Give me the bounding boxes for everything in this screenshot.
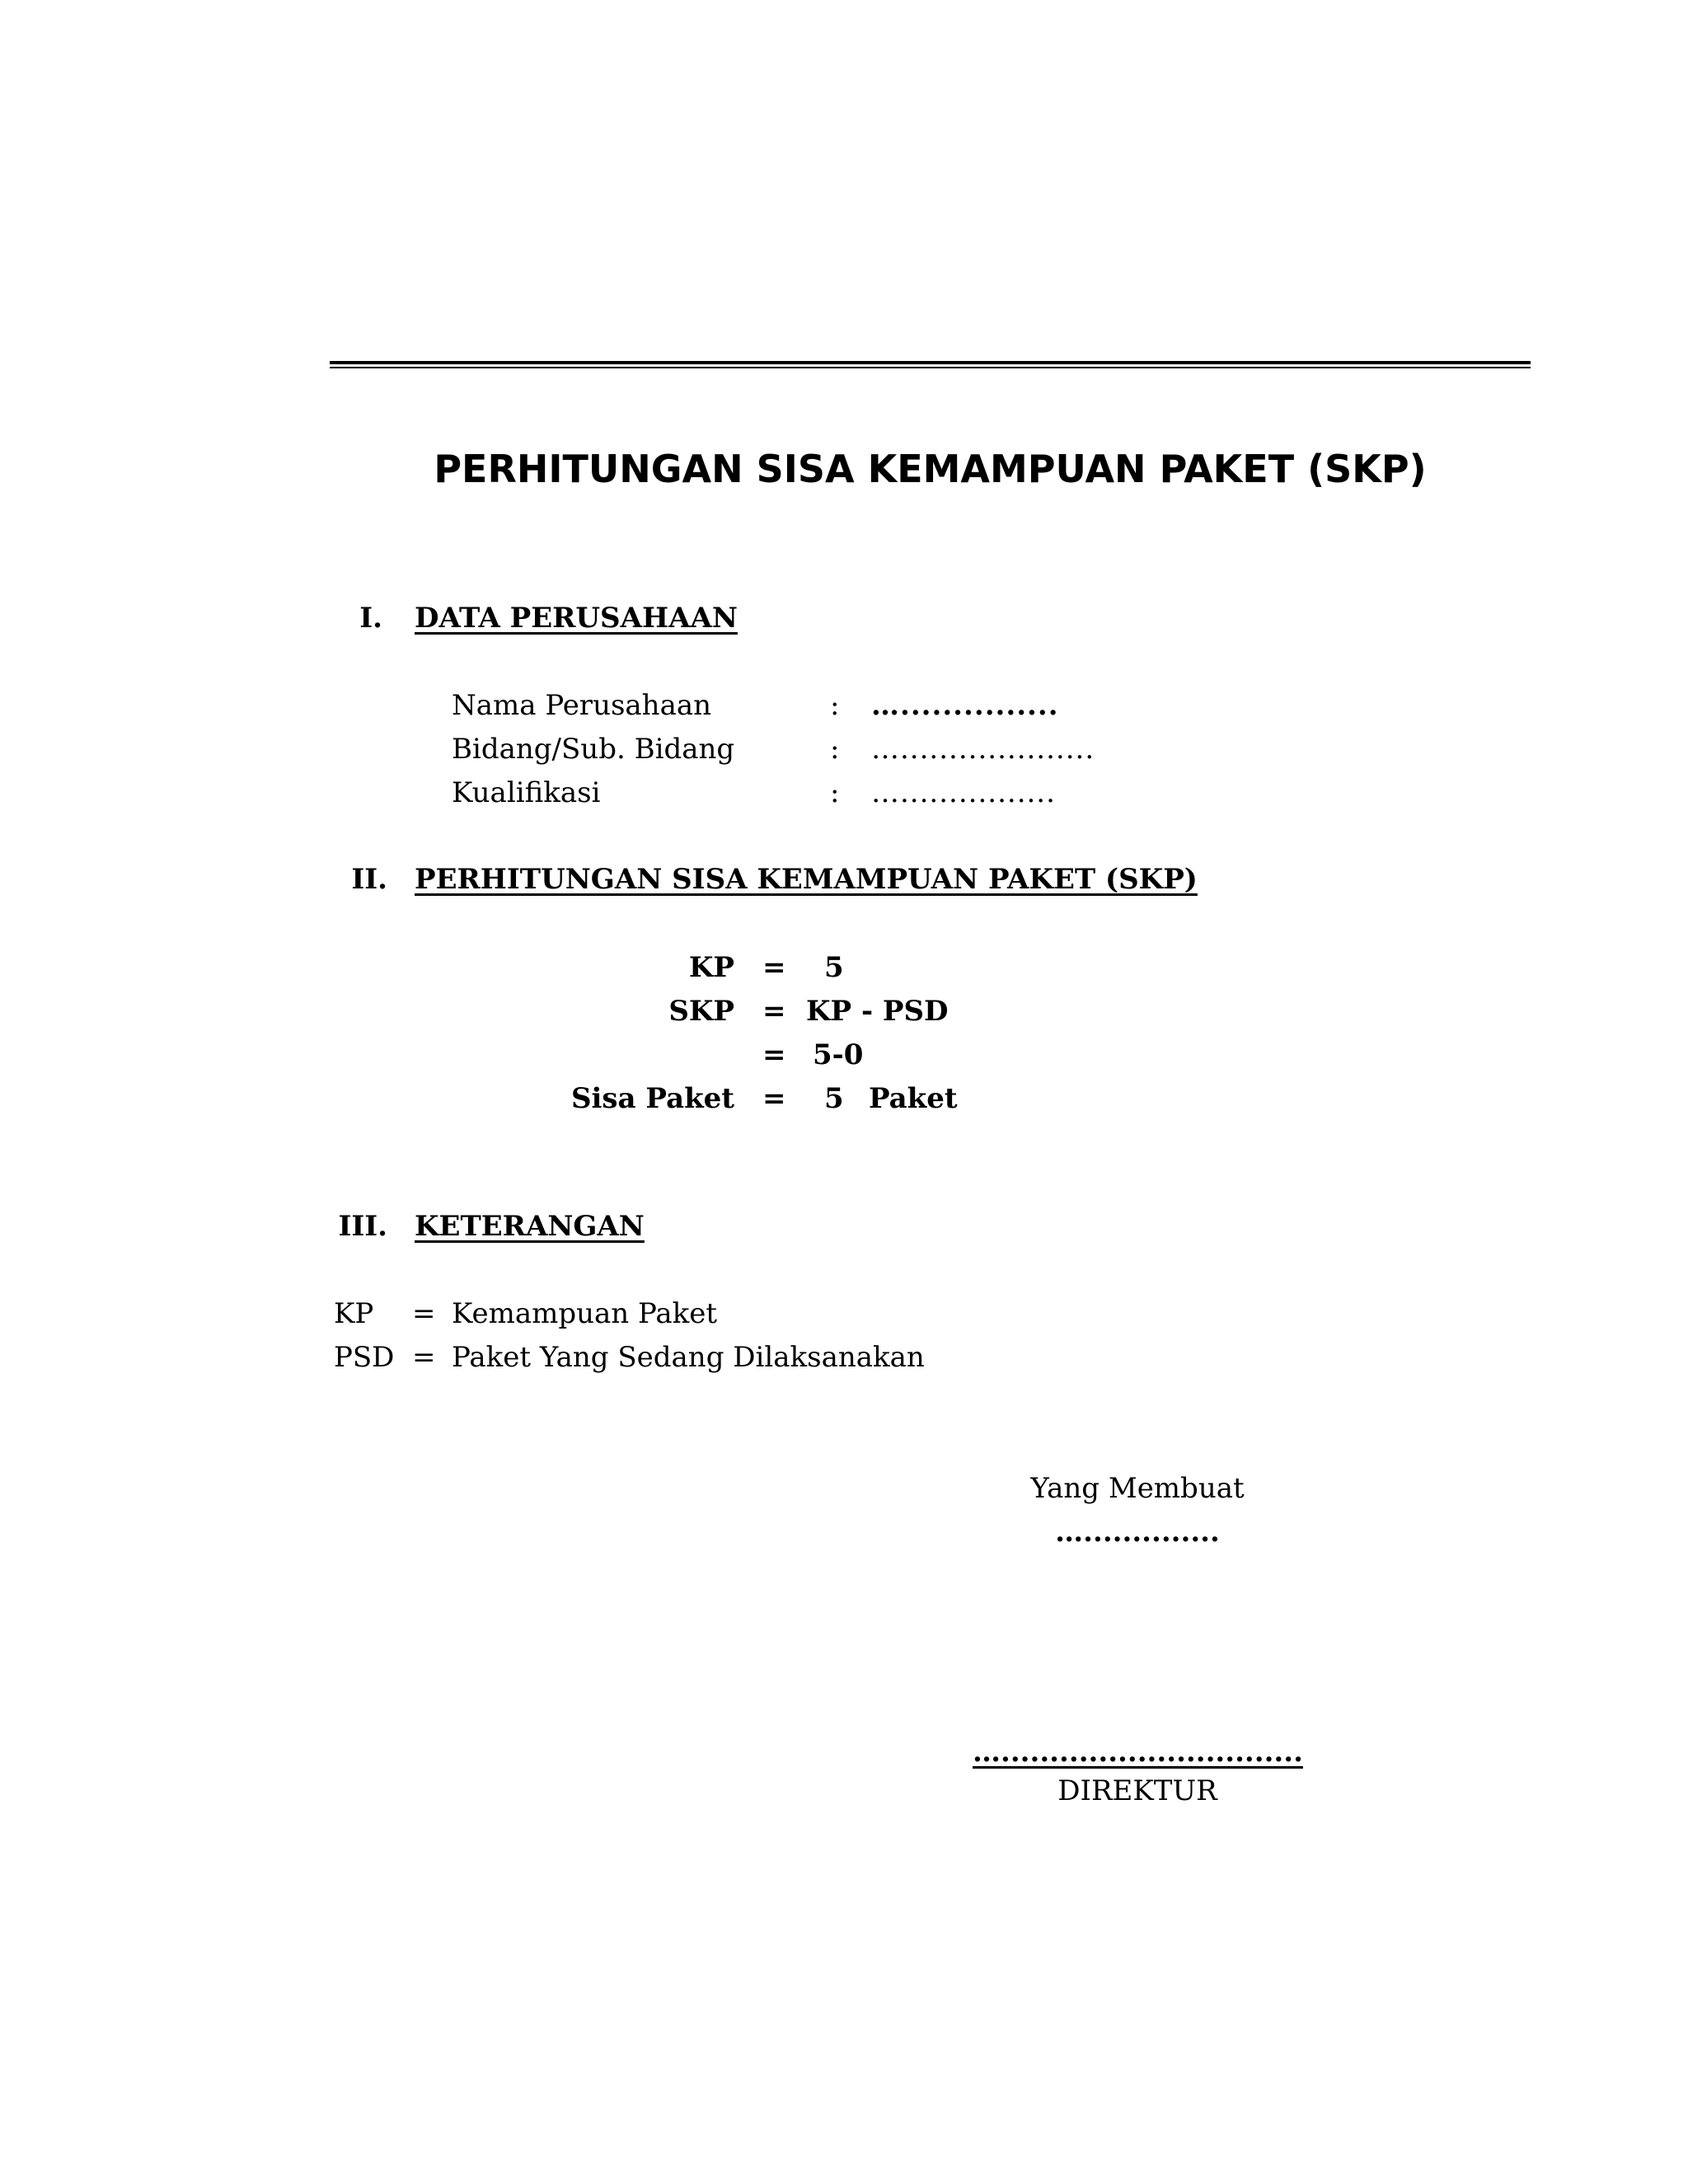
signature-name-line: …............................... xyxy=(973,1736,1303,1769)
field-colon: : xyxy=(830,689,840,722)
field-value-business-field: ….................... xyxy=(871,733,1095,766)
calc-label-skp: SKP xyxy=(668,995,734,1028)
top-rule-thin xyxy=(330,367,1531,368)
section2-number: II. xyxy=(351,863,387,896)
calc-value-kp: 5 xyxy=(824,951,844,984)
calc-equals: = xyxy=(762,1082,786,1115)
calc-result-value: 5 xyxy=(824,1082,844,1115)
field-label-company-name: Nama Perusahaan xyxy=(452,689,712,722)
section3-number: III. xyxy=(338,1210,387,1243)
page-title: PERHITUNGAN SISA KEMAMPUAN PAKET (SKP) xyxy=(434,447,1427,491)
calc-substitution: 5-0 xyxy=(813,1038,864,1071)
calc-equals: = xyxy=(762,951,786,984)
legend-abbr-psd: PSD xyxy=(334,1341,395,1374)
field-label-business-field: Bidang/Sub. Bidang xyxy=(452,733,735,766)
calc-result-unit: Paket xyxy=(869,1082,958,1115)
calc-equals: = xyxy=(762,1038,786,1071)
calc-label-remaining: Sisa Paket xyxy=(570,1082,734,1115)
calc-equals: = xyxy=(762,995,786,1028)
legend-equals: = xyxy=(412,1297,436,1330)
legend-desc-kp: Kemampuan Paket xyxy=(452,1297,718,1330)
signature-position: DIREKTUR xyxy=(1057,1774,1217,1807)
section1-number: I. xyxy=(359,602,382,635)
legend-desc-psd: Paket Yang Sedang Dilaksanakan xyxy=(452,1341,925,1374)
section1-heading: DATA PERUSAHAAN xyxy=(415,602,738,635)
field-colon: : xyxy=(830,733,840,766)
section2-heading: PERHITUNGAN SISA KEMAMPUAN PAKET (SKP) xyxy=(415,863,1198,896)
legend-equals: = xyxy=(412,1341,436,1374)
field-value-qualification: …................ xyxy=(871,776,1056,809)
legend-abbr-kp: KP xyxy=(334,1297,374,1330)
field-label-qualification: Kualifikasi xyxy=(452,776,601,809)
calc-formula-skp: KP - PSD xyxy=(806,995,949,1028)
top-rule-thick xyxy=(330,361,1531,364)
field-colon: : xyxy=(830,776,840,809)
field-value-company-name: …............... xyxy=(871,689,1059,722)
section3-heading: KETERANGAN xyxy=(415,1210,645,1243)
signature-caption: Yang Membuat xyxy=(1030,1472,1245,1505)
calc-label-kp: KP xyxy=(688,951,734,984)
signature-company: ….............. xyxy=(1055,1516,1220,1549)
